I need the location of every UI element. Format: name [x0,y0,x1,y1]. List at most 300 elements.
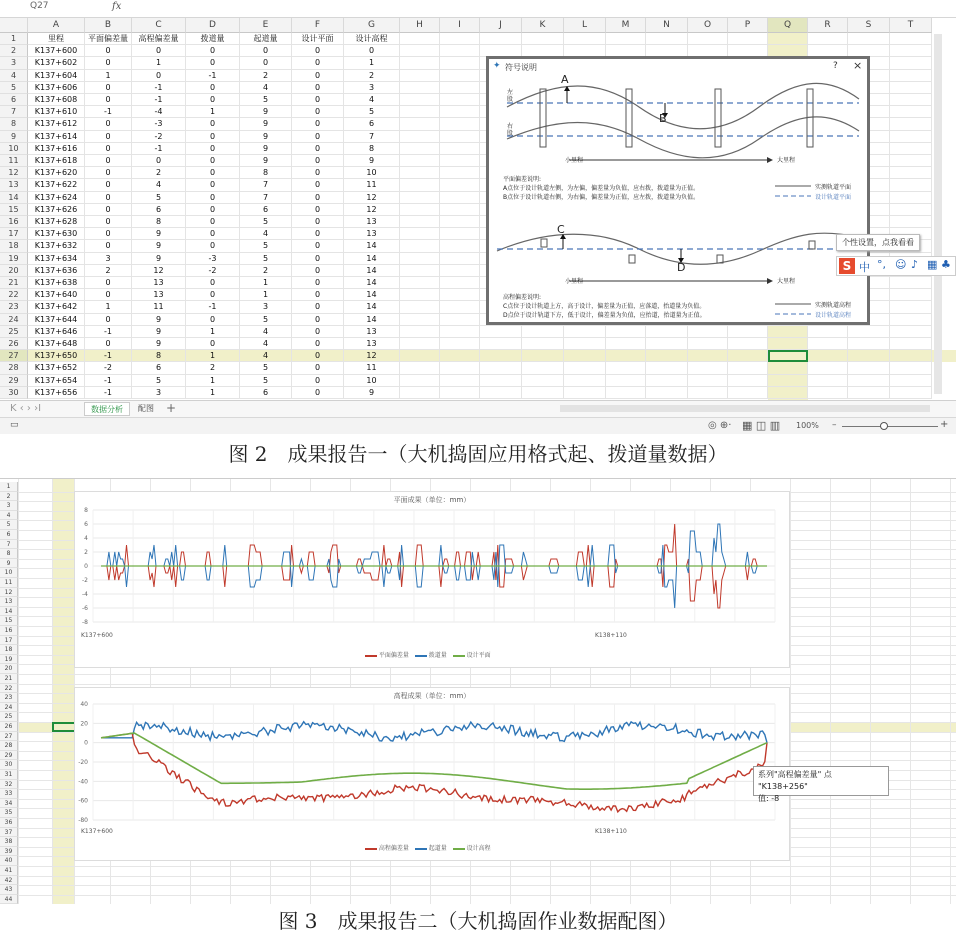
empty-cell[interactable] [890,57,932,69]
empty-cell[interactable] [848,375,890,387]
table-cell[interactable]: 0 [85,118,132,130]
empty-cell[interactable] [848,326,890,338]
row-header[interactable]: 6 [0,94,28,106]
table-cell[interactable]: 0 [292,204,344,216]
empty-cell[interactable] [440,57,480,69]
row-header[interactable]: 27 [0,732,18,742]
elevation-chart[interactable] [74,687,832,861]
table-cell[interactable]: 1 [240,289,292,301]
empty-cell[interactable] [400,179,440,191]
table-cell[interactable]: -1 [85,106,132,118]
column-header[interactable]: T [890,18,932,33]
table-cell[interactable]: 1 [85,301,132,313]
table-cell[interactable]: 11 [344,179,400,191]
table-cell[interactable]: 0 [186,118,240,130]
empty-cell[interactable] [400,167,440,179]
table-cell[interactable]: -3 [132,118,186,130]
empty-cell[interactable] [728,375,768,387]
row-header[interactable]: 20 [0,664,18,674]
table-cell[interactable]: 0 [132,155,186,167]
empty-cell[interactable] [808,375,848,387]
empty-cell[interactable] [890,33,932,45]
empty-cell[interactable] [564,338,606,350]
table-cell[interactable]: 0 [292,155,344,167]
table-cell[interactable]: 0 [186,228,240,240]
empty-cell[interactable] [400,338,440,350]
row-header[interactable]: 37 [0,828,18,838]
table-cell[interactable]: 0 [186,155,240,167]
empty-cell[interactable] [440,265,480,277]
table-cell[interactable]: 0 [186,94,240,106]
table-cell[interactable]: 11 [344,362,400,374]
empty-cell[interactable] [400,277,440,289]
name-box[interactable]: Q27 [30,1,49,11]
table-cell[interactable]: 0 [186,179,240,191]
table-cell[interactable]: 0 [186,277,240,289]
table-cell[interactable]: 1 [132,57,186,69]
empty-cell[interactable] [400,216,440,228]
column-header[interactable]: P [728,18,768,33]
table-cell[interactable]: 0 [186,216,240,228]
table-cell[interactable]: 4 [240,82,292,94]
table-cell[interactable]: 9 [132,253,186,265]
empty-cell[interactable] [400,204,440,216]
table-cell[interactable]: 2 [132,167,186,179]
column-header[interactable]: K [522,18,564,33]
table-cell[interactable]: 4 [344,94,400,106]
row-header[interactable]: 34 [0,799,18,809]
empty-cell[interactable] [808,338,848,350]
empty-cell[interactable] [606,33,646,45]
empty-cell[interactable] [890,204,932,216]
table-cell[interactable]: 5 [132,192,186,204]
empty-cell[interactable] [606,387,646,399]
table-cell[interactable]: 13 [132,289,186,301]
tab-chart[interactable]: 配图 [138,404,154,413]
table-cell[interactable]: 0 [292,192,344,204]
table-cell[interactable]: 5 [240,375,292,387]
table-cell[interactable]: 14 [344,314,400,326]
table-cell[interactable]: 0 [292,57,344,69]
empty-cell[interactable] [440,94,480,106]
empty-cell[interactable] [440,228,480,240]
table-cell[interactable]: 0 [292,167,344,179]
empty-cell[interactable] [688,326,728,338]
table-cell[interactable]: 0 [186,314,240,326]
table-cell[interactable]: 0 [292,240,344,252]
row-header[interactable]: 19 [0,655,18,665]
table-cell[interactable]: -4 [132,106,186,118]
empty-cell[interactable] [440,45,480,57]
table-cell[interactable]: 0 [186,204,240,216]
empty-cell[interactable] [440,143,480,155]
table-cell[interactable]: K137+620 [28,167,85,179]
empty-cell[interactable] [440,155,480,167]
table-cell[interactable]: 6 [132,362,186,374]
table-cell[interactable]: 12 [344,192,400,204]
close-button[interactable]: × [853,59,863,72]
row-header[interactable]: 41 [0,866,18,876]
table-cell[interactable]: 1 [186,387,240,399]
table-cell[interactable]: 9 [240,143,292,155]
row-header[interactable]: 38 [0,837,18,847]
table-cell[interactable]: 0 [85,94,132,106]
row-header[interactable]: 27 [0,350,28,362]
row-header[interactable]: 20 [0,265,28,277]
table-cell[interactable]: 0 [292,253,344,265]
row-header[interactable]: 12 [0,167,28,179]
table-cell[interactable]: 0 [186,240,240,252]
empty-cell[interactable] [768,338,808,350]
empty-cell[interactable] [440,350,480,362]
empty-cell[interactable] [646,33,688,45]
column-header[interactable]: N [646,18,688,33]
empty-cell[interactable] [400,253,440,265]
row-header[interactable]: 22 [0,684,18,694]
table-cell[interactable]: 5 [240,314,292,326]
table-cell[interactable]: 10 [344,375,400,387]
column-header[interactable]: C [132,18,186,33]
empty-cell[interactable] [400,362,440,374]
table-cell[interactable]: 0 [292,45,344,57]
zoom-in-icon[interactable]: + [940,419,949,430]
empty-cell[interactable] [400,265,440,277]
table-cell[interactable]: 2 [186,362,240,374]
table-cell[interactable]: K137+606 [28,82,85,94]
table-cell[interactable]: 14 [344,240,400,252]
empty-cell[interactable] [400,155,440,167]
empty-cell[interactable] [522,387,564,399]
row-header[interactable]: 4 [0,70,28,82]
tab-data-analysis[interactable]: 数据分析 [84,402,130,416]
table-cell[interactable]: K137+642 [28,301,85,313]
empty-cell[interactable] [564,33,606,45]
column-header[interactable]: L [564,18,606,33]
row-header[interactable]: 32 [0,780,18,790]
table-cell[interactable]: 0 [292,326,344,338]
row-header[interactable]: 15 [0,204,28,216]
view-mode-icon[interactable]: ◎ ⊕· [708,420,732,431]
ime-voice-icon[interactable]: ♪ [911,258,919,271]
row-header[interactable]: 29 [0,375,28,387]
table-cell[interactable]: 0 [292,338,344,350]
empty-cell[interactable] [768,387,808,399]
row-header[interactable]: 5 [0,520,18,530]
table-cell[interactable]: 9 [132,240,186,252]
empty-cell[interactable] [646,362,688,374]
table-cell[interactable]: K137+600 [28,45,85,57]
row-header[interactable]: 30 [0,760,18,770]
empty-cell[interactable] [890,155,932,167]
table-cell[interactable]: 0 [292,94,344,106]
row-header[interactable]: 26 [0,338,28,350]
row-header[interactable]: 39 [0,847,18,857]
table-cell[interactable]: 6 [344,118,400,130]
table-cell[interactable]: 0 [292,106,344,118]
empty-cell[interactable] [768,375,808,387]
empty-cell[interactable] [890,70,932,82]
row-header[interactable]: 12 [0,588,18,598]
table-cell[interactable]: 9 [132,314,186,326]
empty-cell[interactable] [564,362,606,374]
empty-cell[interactable] [808,387,848,399]
row-header[interactable]: 21 [0,674,18,684]
row-header[interactable]: 7 [0,106,28,118]
table-cell[interactable]: 2 [240,265,292,277]
table-cell[interactable]: 6 [240,204,292,216]
table-cell[interactable]: 0 [85,338,132,350]
table-cell[interactable]: 里程 [28,33,85,45]
row-header[interactable]: 7 [0,540,18,550]
empty-cell[interactable] [400,118,440,130]
table-cell[interactable]: K137+622 [28,179,85,191]
empty-cell[interactable] [890,118,932,130]
empty-cell[interactable] [728,338,768,350]
table-cell[interactable]: 13 [132,277,186,289]
table-cell[interactable]: 2 [240,70,292,82]
empty-cell[interactable] [400,33,440,45]
table-cell[interactable]: K137+614 [28,131,85,143]
row-header[interactable]: 8 [0,549,18,559]
table-cell[interactable]: -1 [85,350,132,362]
table-cell[interactable]: K137+646 [28,326,85,338]
empty-cell[interactable] [522,362,564,374]
table-cell[interactable]: K137+656 [28,387,85,399]
row-header[interactable]: 24 [0,314,28,326]
zoom-slider-handle[interactable] [880,422,888,430]
series-lifting[interactable] [101,722,767,743]
empty-cell[interactable] [768,362,808,374]
empty-cell[interactable] [890,106,932,118]
table-cell[interactable]: 高程偏差量 [132,33,186,45]
empty-cell[interactable] [440,131,480,143]
empty-cell[interactable] [440,277,480,289]
fx-icon[interactable]: fx [112,1,122,12]
empty-cell[interactable] [890,350,932,362]
row-header[interactable]: 23 [0,693,18,703]
empty-cell[interactable] [522,375,564,387]
table-cell[interactable]: 9 [240,131,292,143]
table-cell[interactable]: K137+602 [28,57,85,69]
table-cell[interactable]: 0 [292,289,344,301]
table-cell[interactable]: 2 [85,265,132,277]
column-header[interactable]: F [292,18,344,33]
row-header[interactable]: 10 [0,568,18,578]
empty-cell[interactable] [688,362,728,374]
table-cell[interactable]: 13 [344,338,400,350]
table-cell[interactable]: 设计平面 [292,33,344,45]
select-all-corner[interactable] [0,18,28,33]
column-header[interactable]: E [240,18,292,33]
table-cell[interactable]: 14 [344,265,400,277]
row-header[interactable]: 36 [0,818,18,828]
empty-cell[interactable] [890,277,932,289]
row-header[interactable]: 16 [0,626,18,636]
table-cell[interactable]: 7 [240,192,292,204]
empty-cell[interactable] [890,94,932,106]
empty-cell[interactable] [440,240,480,252]
table-cell[interactable]: K137+636 [28,265,85,277]
table-cell[interactable]: K137+626 [28,204,85,216]
table-cell[interactable]: 9 [132,326,186,338]
table-cell[interactable]: K137+644 [28,314,85,326]
column-header[interactable]: S [848,18,890,33]
row-header[interactable]: 14 [0,607,18,617]
column-header[interactable]: B [85,18,132,33]
empty-cell[interactable] [440,179,480,191]
empty-cell[interactable] [400,289,440,301]
empty-cell[interactable] [440,289,480,301]
table-cell[interactable]: 10 [344,167,400,179]
table-cell[interactable]: K137+634 [28,253,85,265]
empty-cell[interactable] [440,70,480,82]
empty-cell[interactable] [890,362,932,374]
table-cell[interactable]: -1 [132,94,186,106]
table-cell[interactable]: 0 [186,82,240,94]
table-cell[interactable]: 9 [344,155,400,167]
empty-cell[interactable] [480,387,522,399]
empty-cell[interactable] [564,326,606,338]
table-cell[interactable]: K137+610 [28,106,85,118]
empty-cell[interactable] [606,350,646,362]
row-header[interactable]: 25 [0,712,18,722]
row-header[interactable]: 28 [0,741,18,751]
empty-cell[interactable] [480,326,522,338]
row-header[interactable]: 1 [0,482,18,492]
row-header[interactable]: 3 [0,57,28,69]
empty-cell[interactable] [768,33,808,45]
empty-cell[interactable] [564,387,606,399]
table-cell[interactable]: K137+616 [28,143,85,155]
empty-cell[interactable] [400,57,440,69]
empty-cell[interactable] [646,338,688,350]
table-cell[interactable]: K137+648 [28,338,85,350]
empty-cell[interactable] [440,338,480,350]
empty-cell[interactable] [400,45,440,57]
table-cell[interactable]: -1 [85,326,132,338]
empty-cell[interactable] [400,314,440,326]
table-cell[interactable]: 5 [240,253,292,265]
row-header[interactable]: 24 [0,703,18,713]
table-cell[interactable]: 13 [344,326,400,338]
table-cell[interactable]: 8 [132,350,186,362]
table-cell[interactable]: 1 [344,57,400,69]
table-cell[interactable]: 3 [240,301,292,313]
table-cell[interactable]: 1 [186,375,240,387]
table-cell[interactable]: 3 [344,82,400,94]
table-cell[interactable]: 0 [292,131,344,143]
table-cell[interactable]: 1 [85,70,132,82]
table-cell[interactable]: 5 [132,375,186,387]
row-header[interactable]: 11 [0,578,18,588]
table-cell[interactable]: K137+640 [28,289,85,301]
empty-cell[interactable] [440,82,480,94]
row-header[interactable]: 42 [0,876,18,886]
empty-cell[interactable] [728,362,768,374]
table-cell[interactable]: 0 [292,82,344,94]
row-header[interactable]: 3 [0,501,18,511]
empty-cell[interactable] [440,362,480,374]
table-cell[interactable]: 0 [292,314,344,326]
table-cell[interactable]: 0 [186,338,240,350]
table-cell[interactable]: 0 [85,167,132,179]
empty-cell[interactable] [400,350,440,362]
row-header[interactable]: 30 [0,387,28,399]
add-sheet-button[interactable]: + [166,401,177,415]
empty-cell[interactable] [808,362,848,374]
table-cell[interactable]: 9 [240,106,292,118]
empty-cell[interactable] [890,289,932,301]
table-cell[interactable]: 0 [186,192,240,204]
empty-cell[interactable] [848,362,890,374]
table-cell[interactable]: 0 [85,240,132,252]
table-cell[interactable]: 0 [85,228,132,240]
selected-cell-2[interactable] [52,722,76,732]
table-cell[interactable]: 0 [292,265,344,277]
column-header[interactable]: Q [768,18,808,33]
empty-cell[interactable] [440,253,480,265]
row-header[interactable]: 9 [0,131,28,143]
zoom-out-icon[interactable]: – [832,420,837,430]
empty-cell[interactable] [480,362,522,374]
vertical-scrollbar[interactable] [934,34,942,394]
table-cell[interactable]: 4 [240,338,292,350]
empty-cell[interactable] [480,375,522,387]
row-header[interactable]: 44 [0,895,18,904]
table-cell[interactable]: K137+612 [28,118,85,130]
empty-cell[interactable] [808,33,848,45]
empty-cell[interactable] [688,387,728,399]
column-header[interactable]: I [440,18,480,33]
empty-cell[interactable] [522,338,564,350]
empty-cell[interactable] [440,33,480,45]
row-header[interactable]: 16 [0,216,28,228]
empty-cell[interactable] [890,314,932,326]
table-cell[interactable]: 0 [292,118,344,130]
table-cell[interactable]: 0 [240,45,292,57]
empty-cell[interactable] [728,350,768,362]
table-cell[interactable]: 0 [240,57,292,69]
empty-cell[interactable] [688,338,728,350]
row-header[interactable]: 2 [0,492,18,502]
row-header[interactable]: 23 [0,301,28,313]
empty-cell[interactable] [606,326,646,338]
table-cell[interactable]: 5 [240,362,292,374]
ime-skin-icon[interactable]: ♣ [941,258,951,271]
column-header[interactable]: D [186,18,240,33]
row-header[interactable]: 11 [0,155,28,167]
table-cell[interactable]: 0 [85,45,132,57]
row-header[interactable]: 35 [0,808,18,818]
table-cell[interactable]: -1 [132,82,186,94]
table-cell[interactable]: 起道量 [240,33,292,45]
empty-cell[interactable] [440,301,480,313]
table-cell[interactable]: 1 [186,106,240,118]
empty-cell[interactable] [646,387,688,399]
table-cell[interactable]: 0 [85,179,132,191]
table-cell[interactable]: K137+638 [28,277,85,289]
table-cell[interactable]: 4 [240,350,292,362]
table-cell[interactable]: 0 [186,45,240,57]
row-header[interactable]: 5 [0,82,28,94]
table-cell[interactable]: 8 [240,167,292,179]
table-cell[interactable]: 13 [344,216,400,228]
empty-cell[interactable] [522,33,564,45]
empty-cell[interactable] [564,375,606,387]
empty-cell[interactable] [848,350,890,362]
empty-cell[interactable] [848,338,890,350]
table-cell[interactable]: 9 [240,118,292,130]
